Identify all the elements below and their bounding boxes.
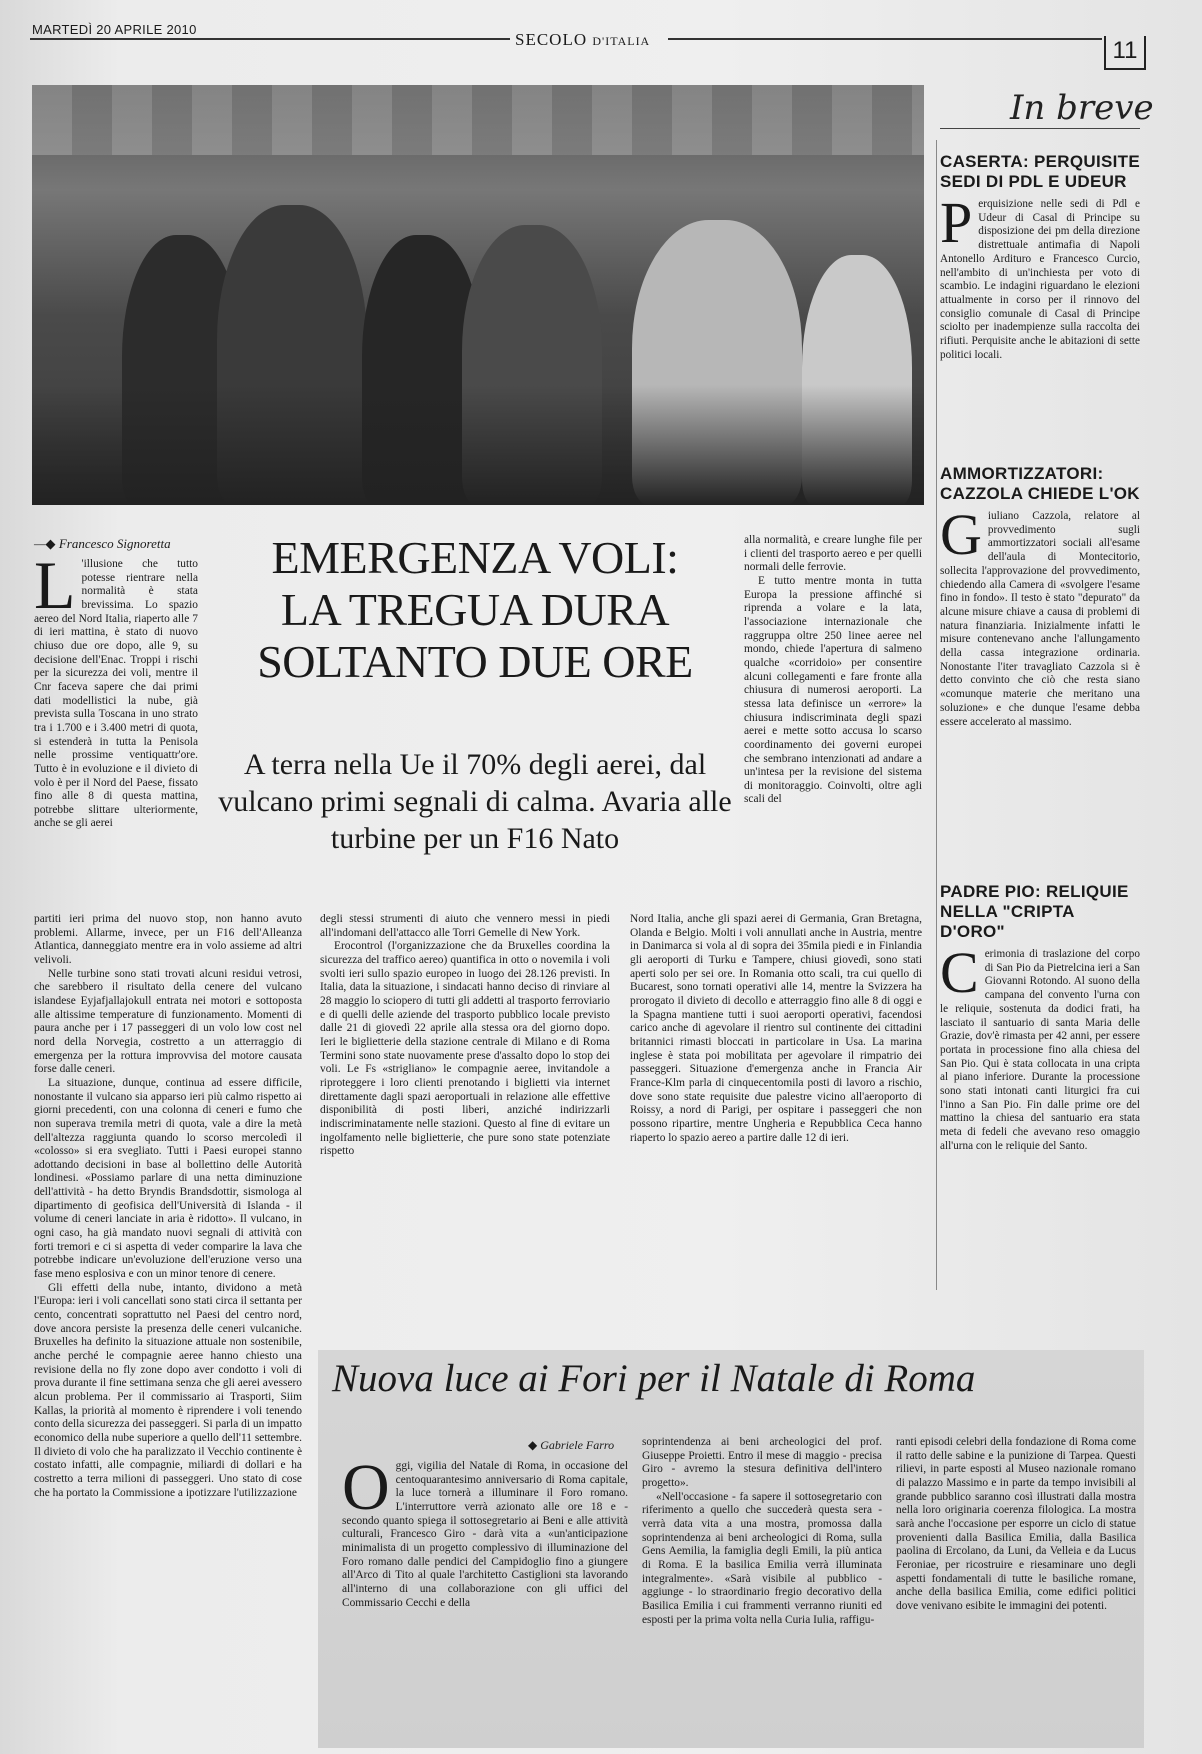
headline-line: LA TREGUA DURA bbox=[280, 584, 670, 635]
paragraph: La situazione, dunque, continua ad essere difficile, nonostante il vulcano sia apparso ieri più calmo rispetto ai giorni precedenti, con una colonna di ceneri e fumo che non superava tremila metri di quota, vale a dire la metà dell'altezza raggiunta quando lo scorso mercoledì il «colosso» si era svegliato. Tutti i Paesi europei stanno adottando decisioni in base al bollettino delle Autorità londinesi. «Possiamo parlare di una netta diminuzione dell'attività - ha detto Bryndis Brandsdottir, sismologa al dipartimento di geofisica dell'Università di Islanda - il volume di ceneri lanciate in aria è ridotto». Il vulcano, in ogni caso, ha già mandato nuovi segnali di attività con forti tremori e ci si aspetta di veder comparire la lava che potrebbe indicare un'evoluzione dell'eruzione verso una fase meno esplosiva e con un minor tenore di cenere. bbox=[34, 1076, 302, 1281]
brief-item-caserta bbox=[940, 152, 1140, 362]
paragraph: partiti ieri prima del nuovo stop, non hanno avuto problemi. Allarme, invece, per un F16 dell'Alleanza Atlantica, danneggiato mentre era in volo assieme ad altri velivoli. bbox=[34, 913, 302, 966]
header-rule-left bbox=[30, 38, 510, 40]
box-column-3 bbox=[896, 1436, 1136, 1748]
brief-heading: PADRE PIO: RELIQUIE NELLA "CRIPTA D'ORO" bbox=[940, 882, 1129, 941]
drop-cap: L bbox=[34, 558, 76, 623]
article-column-3 bbox=[630, 913, 922, 1278]
news-photo-crowd-airport bbox=[32, 85, 924, 505]
article-column-1 bbox=[34, 913, 302, 1751]
paragraph bbox=[34, 558, 198, 831]
sidebar-title: In breve bbox=[1010, 88, 1154, 128]
brief-heading: AMMORTIZZATORI: CAZZOLA CHIEDE L'OK bbox=[940, 464, 1140, 503]
brief-body bbox=[940, 190, 1140, 362]
brief-text: erimonia di traslazione del corpo di San Pio da Pietrelcina ieri a San Giovanni Rotondo. Al suono della campana del convento l'urna con le reliquie, sostenuta da dodici frati, ha lasciato il santuario di santa Maria delle Grazie, dov'è rimasta per 42 anni, per essere portata in processione fino alla chiesa del San Pio. Qui è stata collocata in una cripta al piano inferiore. Durante la processione sono stati intonati canti liturgici fra cui l'inno a San Pio. Fin dalle prime ore del mattino la chiesa del santuario era stata meta di fedeli che avevano reso omaggio all'urna con le reliquie del Santo. bbox=[940, 948, 1140, 1152]
paragraph: E tutto mentre monta in tutta Europa la pressione affinché si riprenda a volare e la lata, l'associazione internazionale che raggruppa oltre 250 linee aeree nel mondo, chiede l'apertura di salmeno qualche «corridoio» per consentire alcuni collegamenti e fare fronte alla chiusura di numerosi aeroporti. La stessa lata definisce un «errore» la chiusura indiscriminata degli spazi aerei e mette sotto accusa lo scarso coordinamento dei governi europei che sembrano intenzionati ad andare a un'intesa per la revisione del sistema di monitoraggio. Coinvolti, oltre agli scali del bbox=[744, 574, 922, 806]
box-byline-name: Gabriele Farro bbox=[540, 1438, 615, 1452]
brief-item-ammortizzatori bbox=[940, 464, 1140, 729]
paper-name-main: SECOLO bbox=[515, 30, 588, 49]
box-column-2 bbox=[642, 1436, 882, 1748]
sidebar-divider bbox=[936, 140, 937, 1290]
headline-line: SOLTANTO DUE ORE bbox=[257, 636, 693, 687]
box-article-title: Nuova luce ai Fori per il Natale di Roma bbox=[332, 1357, 976, 1400]
paragraph: Nord Italia, anche gli spazi aerei di Germania, Gran Bretagna, Olanda e Belgio. Molti i voli annullati anche in Austria, mentre in Danimarca si vola al di sopra dei 35mila piedi e in Finlandia gli aeroporti di Turku e Tampere, chiusi giovedì, sono stati aperti solo per sei ore. In Romania otto scali, tra cui quello di Bucarest, sono tornati operativi alle 14, mentre la Svizzera ha prorogato il divieto di decollo e atterraggio fino alle 8 di oggi e la Spagna mantiene tutti i suoi aeroporti operativi, facendosi carico anche di agevolare il rientro sul continente dei cittadini britannici rimasti bloccati in particolare in Usa. La marina inglese è stata poi mobilitata per agevolare il rimpatrio dei passeggeri. Situazione d'emergenza anche in Francia Air France-Klm parla di cinquecentomila posti di lavoro a rischio, dove sono state requisite due palestre vicino all'aeroporto di Roissy, a nord di Parigi, per ospitare i passeggeri che non possono ripartire, mentre Ungheria e Repubblica Ceca hanno riaperto lo spazio aereo a partire dalle 12 di ieri. bbox=[630, 913, 922, 1144]
paragraph: Erocontrol (l'organizzazione che da Bruxelles coordina la sicurezza del traffico aereo) quantifica in otto o novemila i voli svolti ieri sullo spazio europeo in luogo dei 28.126 previsti. In Italia, data la situazione, i sindacati hanno deciso di rinviare al 28 maggio lo sciopero di tutti gli addetti al trasporto ferroviario e di quelli delle aziende del trasporto pubblico locale previsto dalle 21 di giovedì 22 aprile alla stessa ora del giorno dopo. Ieri le biglietterie della stazione centrale di Milano e di Roma Termini sono state nuovamente prese d'assalto dopo lo stop dei voli. Le Fs «strigliano» le compagnie aeree, invitandole a riproteggere i loro clienti prenotando i biglietti via internet direttamente dagli spazi aeroportuali in relazione alle effettive disponibilità di posti liberi, anziché indirizzarli indiscriminatamente nelle stazioni. Questo al fine di evitare un ingolfamento nelle biglietterie, che pure sono state potenziate rispetto bbox=[320, 940, 610, 1158]
brief-heading: CASERTA: PERQUISITE SEDI DI PDL E UDEUR bbox=[940, 152, 1140, 191]
drop-cap: C bbox=[940, 940, 979, 1005]
drop-cap: G bbox=[940, 502, 982, 567]
paragraph-text: ggi, vigilia del Natale di Roma, in occasione del centoquarantesimo anniversario di Roma capitale, la luce tornerà a illuminare il Foro romano. L'interruttore verrà azionato alle ore 18 e - secondo quanto spiega il sottosegretario ai Beni e alle attività culturali, Francesco Giro - darà vita a «un'anticipazione minimalista di un progetto complessivo di illuminazione del Foro romano dalle pendici del Campidoglio fino a giungere all'Arco di Tito al quale l'architetto Castiglioni sta lavorando all'interno di una collaborazione con gli uffici del Commissario Cecchi e della bbox=[342, 1460, 628, 1609]
byline-name: Francesco Signoretta bbox=[58, 536, 171, 551]
main-headline bbox=[215, 532, 735, 688]
brief-text: iuliano Cazzola, relatore al provvedimento sugli ammortizzatori sociali all'esame dell'aula di Montecitorio, sollecita l'approvazione del provvedimento, chiedendo alla Camera di «svolgere l'esame fino in fondo». Il testo è stato "depurato" da alcune misure chiave a causa di problemi di natura finanziaria. Inizialmente infatti le misure contenevano anche l'allungamento della cassa integrazione ordinaria. Nonostante l'iter travagliato Cazzola si è detto convinto che ciò che resta siano «comunque materie che meritano una soluzione» e che dunque l'esame debba essere accelerato al massimo. bbox=[940, 510, 1140, 728]
article-column-3-top bbox=[744, 534, 922, 911]
paragraph: Nelle turbine sono stati trovati alcuni residui vetrosi, che sarebbero il risultato della cenere del vulcano islandese Eyjafjallajokull entrata nei motori e sottoposta alle altissime temperature di funzionamento. Momenti di paura anche per i 17 passeggeri di un volo low cost nel nord della Norvegia, costretto a un atterraggio di emergenza per la rottura improvvisa del motore causata forse dalle ceneri. bbox=[34, 967, 302, 1076]
article-column-1-top bbox=[34, 558, 198, 911]
issue-date: MARTEDÌ 20 APRILE 2010 bbox=[32, 22, 197, 37]
paper-name-suffix: D'ITALIA bbox=[592, 34, 651, 48]
brief-body bbox=[940, 502, 1140, 729]
page-number: 11 bbox=[1104, 36, 1146, 70]
subheadline: A terra nella Ue il 70% degli aerei, dal vulcano primi segnali di calma. Avaria alle turbine per un F16 Nato bbox=[218, 748, 732, 855]
paragraph: degli stessi strumenti di aiuto che vennero messi in piedi all'indomani dell'attacco alle Torri Gemelle di New York. bbox=[320, 913, 610, 939]
paragraph: «Nell'occasione - fa sapere il sottosegretario con riferimento a quello che succederà questa sera - verrà data vita a una mostra, promossa dalla soprintendenza ai beni archeologici di Roma, sulla Gens Aemilia, la famiglia degli Emili, la più antica di Roma. E la basilica Emilia verrà illuminata integralmente». «Sarà visibile al pubblico - aggiunge - lo straordinario fregio decorativo della Basilica Emilia i cui frammenti verranno riuniti ed esposti per la prima volta nella Curia Iulia, raffigu- bbox=[642, 1490, 882, 1626]
paragraph: soprintendenza ai beni archeologici del prof. Giuseppe Proietti. Entro il mese di maggio - precisa Giro - avremo la stesura definitiva dell'intero progetto». bbox=[642, 1436, 882, 1489]
paragraph bbox=[342, 1460, 628, 1610]
byline: —◆ Francesco Signoretta bbox=[34, 536, 171, 551]
photo-ceiling bbox=[32, 85, 924, 155]
article-column-2 bbox=[320, 913, 610, 1278]
drop-cap: O bbox=[342, 1460, 390, 1524]
brief-body bbox=[940, 940, 1140, 1154]
brief-text: erquisizione nelle sedi di Pdl e Udeur di Casal di Principe su disposizione dei pm della direzione distrettuale antimafia di Napoli Antonello Ardituro e Francesco Curcio, nell'ambito di un'inchiesta per voto di scambio. Le indagini riguardano le elezioni attualmente in corso per il rinnovo del consiglio comunale di Casal di Principe sciolto per inadempienze sulla raccolta dei rifiuti. Perquisite anche le abitazioni di sette politici locali. bbox=[940, 198, 1140, 361]
paragraph-text: 'illusione che tutto potesse rientrare nella normalità è stata brevissima. Lo spazio aereo del Nord Italia, riaperto alle 7 di ieri mattina, è stato di nuovo chiuso due ore dopo, alle 9, su decisione dell'Enac. Troppi i rischi per la sicurezza dei voli, mentre il Cnr faceva sapere che dai primi dati modellistici la nube, già prevista sulla Toscana in uno strato tra i 1.700 e i 3.400 metri di quota, si estenderà in tutta la Penisola nelle prossime ventiquattr'ore. Tutto è in evoluzione e il divieto di volo è per il Nord del Paese, fissato fino alle 8 di questa mattina, potrebbe slittare ulteriormente, anche se gli aerei bbox=[34, 558, 198, 830]
paragraph: ranti episodi celebri della fondazione di Roma come il ratto delle sabine e la punizione di Tarpea. Questi rilievi, in parte esposti al Museo nazionale romano di palazzo Massimo e in parte da tempo invisibili al grande pubblico saranno così illustrati dalla mostra nella loro originaria coerenza filologica. La mostra sarà anche l'occasione per esporre un ciclo di statue provenienti dalla Basilica Emilia, dalla Basilica paolina di Ercolano, da Luni, da Velleia e da Lucus Feroniae, per ricostruire e riesaminare uno degli aspetti fondamentali di tutte le basiliche romane, anche della basilica Emilia, come edifici politici dove venivano esibite le immagini dei potenti. bbox=[896, 1436, 1136, 1612]
box-column-1 bbox=[342, 1460, 628, 1748]
header-rule-right bbox=[668, 38, 1102, 40]
paragraph: Gli effetti della nube, intanto, dividono a metà l'Europa: ieri i voli cancellati sono stati circa il settanta per cento, concentrati soprattutto nel Paesi del centro nord, dove ancora persiste la presenza delle ceneri vulcaniche. Bruxelles ha definito la situazione attuale non sostenibile, anche perché le compagnie aeree hanno chiesto una revisione della no fly zone dopo aver condotto i voli di prova durante il fine settimana senza che gli aerei avessero alcun problema. Per il commissario ai Trasporti, Siim Kallas, la priorità al momento è riprendere i voli tenendo conto della sicurezza dei passeggeri. Si parla di un impatto economico della nube superiore a quello dell'11 settembre. Il divieto di volo che ha paralizzato il Vecchio continente è costato infatti, alle compagnie, miliardi di dollari e ha costretto a terra milioni di passeggeri. Uno stato di cose che ha portato la Commissione a ipotizzare l'utilizzazione bbox=[34, 1281, 302, 1499]
box-byline: ◆ Gabriele Farro bbox=[528, 1438, 615, 1452]
brief-item-padre-pio bbox=[940, 882, 1140, 1154]
paragraph: alla normalità, e creare lunghe file per i clienti del trasporto aereo e per quelli normali delle ferrovie. bbox=[744, 534, 922, 574]
headline-line: EMERGENZA VOLI: bbox=[271, 532, 679, 583]
sidebar-rule bbox=[940, 128, 1140, 129]
drop-cap: P bbox=[940, 190, 973, 255]
paper-name bbox=[515, 30, 650, 50]
photo-shadow bbox=[32, 385, 924, 505]
